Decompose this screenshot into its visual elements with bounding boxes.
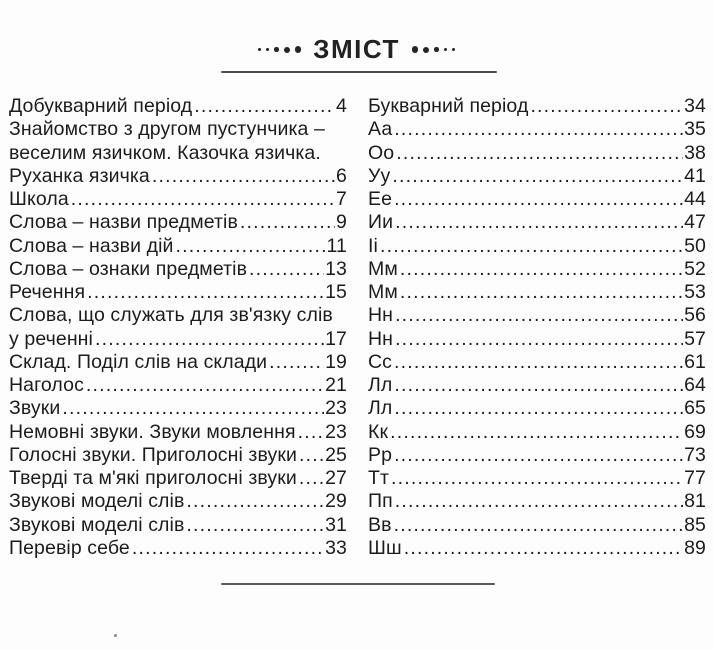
entry-page-number: 52 bbox=[684, 257, 706, 280]
leader-dots bbox=[392, 188, 683, 211]
toc-column-right bbox=[368, 95, 706, 560]
entry-title: Склад. Поділ слів на склади bbox=[9, 350, 268, 373]
entry-title: Сс bbox=[368, 350, 393, 373]
leader-dots bbox=[84, 374, 324, 397]
entry-page-number: 77 bbox=[684, 467, 706, 489]
leader-dots bbox=[69, 188, 335, 211]
entry-page-number: 53 bbox=[684, 281, 706, 303]
leader-dots bbox=[174, 235, 326, 258]
toc-entry bbox=[9, 490, 347, 513]
leader-dots bbox=[392, 397, 683, 420]
entry-title: Кк bbox=[368, 420, 389, 443]
entry-page-number: 64 bbox=[684, 374, 706, 396]
leader-dots bbox=[392, 351, 683, 374]
toc-entry bbox=[368, 281, 706, 304]
entry-page-number: 35 bbox=[684, 118, 706, 141]
toc-entry bbox=[368, 467, 706, 490]
leader-dots bbox=[192, 95, 335, 118]
toc-entry bbox=[368, 95, 706, 118]
leader-dots bbox=[85, 281, 324, 304]
entry-page-number: 44 bbox=[684, 188, 706, 210]
entry-page-number: 7 bbox=[336, 188, 347, 210]
leader-dots bbox=[378, 235, 683, 258]
toc-entry bbox=[368, 118, 706, 141]
entry-page-number: 31 bbox=[325, 513, 347, 536]
entry-title: Знайомство з другом пустунчика – bbox=[9, 118, 325, 141]
entry-title: Наголос bbox=[9, 374, 84, 396]
leader-dots bbox=[393, 211, 683, 234]
entry-page-number: 17 bbox=[325, 327, 347, 350]
entry-page-number: 11 bbox=[326, 234, 347, 257]
toc-entry bbox=[9, 118, 347, 141]
entry-page-number: 29 bbox=[325, 490, 347, 513]
entry-title: Рр bbox=[368, 443, 393, 466]
leader-dots bbox=[392, 444, 683, 467]
entry-page-number: 9 bbox=[336, 211, 347, 234]
entry-page-number: 23 bbox=[325, 397, 347, 420]
toc-entry bbox=[368, 258, 706, 281]
entry-title: Тверді та м'які приголосні звуки bbox=[9, 467, 297, 489]
entry-page-number: 73 bbox=[684, 443, 706, 466]
entry-title: Перевір себе bbox=[9, 536, 130, 559]
leader-dots bbox=[393, 490, 683, 513]
entry-page-number: 69 bbox=[684, 420, 706, 443]
toc-entry bbox=[9, 421, 347, 444]
leader-dots bbox=[390, 165, 683, 188]
footer-rule bbox=[221, 583, 495, 585]
toc-entry bbox=[368, 235, 706, 258]
entry-title: Слова – назви предметів bbox=[9, 211, 238, 234]
page-title: ЗМІСТ bbox=[313, 34, 400, 64]
entry-page-number: 34 bbox=[684, 95, 706, 117]
toc-entry bbox=[9, 374, 347, 397]
toc-entry bbox=[9, 142, 347, 165]
entry-title: у реченні bbox=[9, 327, 93, 350]
entry-title: Мм bbox=[368, 257, 398, 280]
entry-title: Нн bbox=[368, 327, 394, 350]
toc-entry bbox=[368, 444, 706, 467]
entry-title: Ии bbox=[368, 211, 394, 234]
toc-entry bbox=[9, 328, 347, 351]
toc-entry bbox=[9, 304, 347, 327]
header-rule bbox=[221, 71, 497, 73]
entry-title: Слова, що служать для зв'язку слів bbox=[9, 304, 333, 327]
entry-title: Пп bbox=[368, 490, 393, 513]
ornament-dot-icon bbox=[423, 47, 429, 53]
toc-column-left bbox=[9, 95, 347, 560]
entry-title: Тт bbox=[368, 467, 390, 489]
entry-page-number: 6 bbox=[336, 164, 347, 187]
toc-entry bbox=[368, 304, 706, 327]
ornament-dot-icon bbox=[434, 47, 439, 52]
leader-dots bbox=[528, 95, 683, 118]
scan-speck bbox=[114, 634, 117, 637]
toc-entry bbox=[9, 281, 347, 304]
entry-title: Шш bbox=[368, 536, 402, 559]
ornament-dot-icon bbox=[258, 48, 261, 51]
toc-entry bbox=[368, 188, 706, 211]
entry-title: Звукові моделі слів bbox=[9, 490, 185, 513]
toc-entry bbox=[9, 188, 347, 211]
entry-page-number: 65 bbox=[684, 397, 706, 420]
leader-dots bbox=[130, 537, 324, 560]
toc-entry bbox=[9, 397, 347, 420]
entry-title: Мм bbox=[368, 281, 398, 303]
leader-dots bbox=[389, 467, 683, 490]
entry-page-number: 57 bbox=[684, 327, 706, 350]
leader-dots bbox=[247, 258, 324, 281]
entry-page-number: 21 bbox=[325, 374, 347, 396]
title-ornament-dots-left-icon bbox=[258, 46, 302, 53]
toc-entry bbox=[9, 258, 347, 281]
toc-entry bbox=[368, 142, 706, 165]
entry-page-number: 13 bbox=[325, 257, 347, 280]
entry-page-number: 25 bbox=[325, 443, 347, 466]
leader-dots bbox=[393, 328, 683, 351]
toc-entry bbox=[9, 514, 347, 537]
entry-title: Оо bbox=[368, 141, 395, 164]
ornament-dot-icon bbox=[284, 47, 290, 53]
toc-entry bbox=[368, 351, 706, 374]
entry-title: Лл bbox=[368, 397, 393, 420]
entry-title: Немовні звуки. Звуки мовлення bbox=[9, 420, 296, 443]
ornament-dot-icon bbox=[452, 48, 455, 51]
entry-page-number: 27 bbox=[325, 467, 347, 489]
toc-entry bbox=[368, 537, 706, 560]
toc-entry bbox=[368, 490, 706, 513]
entry-page-number: 33 bbox=[325, 536, 347, 559]
leader-dots bbox=[402, 537, 683, 560]
toc-columns bbox=[9, 95, 706, 560]
leader-dots bbox=[184, 490, 324, 513]
toc-entry bbox=[368, 514, 706, 537]
entry-page-number: 38 bbox=[684, 141, 706, 164]
title-ornament-dots-right-icon bbox=[412, 46, 456, 53]
entry-title: Школа bbox=[9, 188, 69, 210]
entry-title: Звукові моделі слів bbox=[9, 513, 185, 536]
entry-page-number: 4 bbox=[336, 95, 347, 117]
entry-title: Вв bbox=[368, 513, 392, 536]
toc-entry bbox=[9, 95, 347, 118]
ornament-dot-icon bbox=[266, 48, 270, 52]
toc-entry bbox=[368, 421, 706, 444]
entry-page-number: 23 bbox=[325, 420, 347, 443]
entry-title: Нн bbox=[368, 304, 394, 327]
entry-page-number: 85 bbox=[684, 513, 706, 536]
toc-entry bbox=[368, 374, 706, 397]
entry-page-number: 61 bbox=[684, 350, 706, 373]
leader-dots bbox=[392, 514, 684, 537]
leader-dots bbox=[238, 211, 335, 234]
page-title-row bbox=[0, 34, 713, 65]
toc-entry bbox=[368, 328, 706, 351]
entry-page-number: 19 bbox=[325, 350, 347, 373]
ornament-dot-icon bbox=[444, 48, 448, 52]
entry-title: Голосні звуки. Приголосні звуки bbox=[9, 443, 297, 466]
leader-dots bbox=[150, 165, 335, 188]
toc-entry bbox=[368, 397, 706, 420]
entry-title: Руханка язичка bbox=[9, 164, 150, 187]
entry-title: Речення bbox=[9, 281, 86, 303]
entry-title: Уу bbox=[368, 164, 391, 187]
leader-dots bbox=[184, 514, 324, 537]
leader-dots bbox=[388, 421, 683, 444]
ornament-dot-icon bbox=[274, 47, 279, 52]
toc-entry bbox=[9, 467, 347, 490]
leader-dots bbox=[393, 304, 683, 327]
entry-page-number: 81 bbox=[684, 490, 706, 513]
leader-dots bbox=[394, 142, 683, 165]
entry-page-number: 50 bbox=[684, 234, 706, 257]
entry-page-number: 47 bbox=[684, 211, 706, 234]
entry-title: Звуки bbox=[9, 397, 61, 420]
entry-title: веселим язичком. Казочка язичка. bbox=[9, 141, 321, 164]
leader-dots bbox=[392, 118, 683, 141]
ornament-dot-icon bbox=[295, 46, 302, 53]
leader-dots bbox=[297, 444, 324, 467]
leader-dots bbox=[392, 374, 683, 397]
entry-title: Іі bbox=[368, 234, 378, 257]
toc-entry bbox=[9, 211, 347, 234]
leader-dots bbox=[398, 281, 683, 304]
toc-entry bbox=[9, 235, 347, 258]
entry-page-number: 41 bbox=[684, 164, 706, 187]
entry-title: Ее bbox=[368, 188, 393, 210]
entry-title: Букварний період bbox=[368, 95, 529, 117]
leader-dots bbox=[296, 421, 324, 444]
entry-title: Аа bbox=[368, 118, 393, 141]
toc-entry bbox=[9, 351, 347, 374]
leader-dots bbox=[267, 351, 324, 374]
toc-entry bbox=[9, 444, 347, 467]
leader-dots bbox=[93, 328, 324, 351]
entry-title: Добукварний період bbox=[9, 95, 193, 117]
toc-entry bbox=[368, 165, 706, 188]
entry-page-number: 89 bbox=[684, 536, 706, 559]
leader-dots bbox=[60, 397, 324, 420]
entry-title: Слова – ознаки предметів bbox=[9, 257, 248, 280]
entry-page-number: 15 bbox=[325, 281, 347, 303]
toc-entry bbox=[9, 165, 347, 188]
entry-title: Слова – назви дій bbox=[9, 234, 174, 257]
toc-entry bbox=[9, 537, 347, 560]
leader-dots bbox=[297, 467, 324, 490]
entry-title: Лл bbox=[368, 374, 393, 396]
entry-page-number: 56 bbox=[684, 304, 706, 327]
leader-dots bbox=[398, 258, 683, 281]
toc-entry bbox=[368, 211, 706, 234]
ornament-dot-icon bbox=[412, 46, 419, 53]
